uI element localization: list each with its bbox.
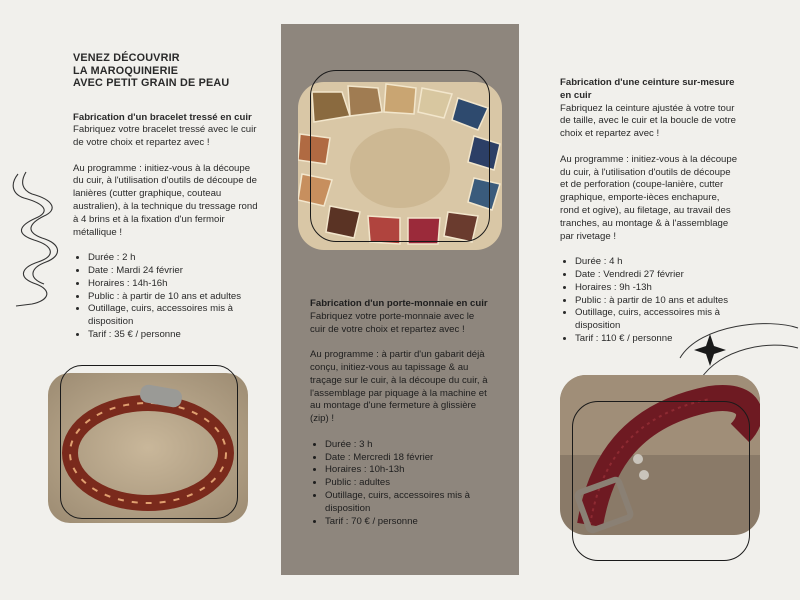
bracelet-program: Au programme : initiez-vous à la découpe du cuir, à l'utilisation d'outils de découpe de lanières (cutter graphique, couteau australien), à la technique du tressage rond à 4 brins et à la fixation d'un fermoir métallique ! [73,162,258,238]
bracelet-heading: Fabrication d'un bracelet tressé en cuir [73,111,252,123]
belt-photo-frame [572,401,750,561]
brochure-title: VENEZ DÉCOUVRIR LA MAROQUINERIE AVEC PETIT GRAIN DE PEAU [73,52,230,89]
detail-equipment: • Outillage, cuirs, accessoires mis à disposition [325,490,492,516]
detail-audience: • Public : à partir de 10 ans et adultes [88,291,258,304]
bracelet-details-list [73,252,258,342]
middle-column [310,298,492,528]
detail-equipment: • Outillage, cuirs, accessoires mis à disposition [575,307,740,333]
belt-heading: Fabrication d'une ceinture sur-mesure en cuir [560,77,735,101]
detail-price: • Tarif : 35 € / personne [88,329,258,342]
left-column [73,52,258,342]
purses-photo-frame [310,70,490,242]
detail-audience: • Public : à partir de 10 ans et adultes [575,295,740,308]
detail-audience: • Public : adultes [325,477,492,490]
detail-hours: • Horaires : 10h-13h [325,464,492,477]
belt-intro: Fabriquez la ceinture ajustée à votre tour de taille, avec le cuir et la boucle de votre choix et repartez avec ! [560,102,736,140]
right-column [560,77,740,346]
bracelet-intro: Fabriquez votre bracelet tressé avec le cuir de votre choix et repartez avec ! [73,124,257,149]
detail-price: • Tarif : 110 € / personne [575,333,740,346]
belt-program: Au programme : initiez-vous à la découpe du cuir, à l'utilisation d'outils de découpe et de perforation (coupe-lanière, cutter graphique, emporte-ièces enchapure, rond et ogive), au filetage, au travail des tranches, au montage & à l'assemblage par rivetage ! [560,153,738,242]
detail-date: • Date : Mercredi 18 février [325,452,492,465]
belt-details-list [560,256,740,346]
purse-details-list [310,439,492,529]
detail-date: • Date : Mardi 24 février [88,265,258,278]
detail-date: • Date : Vendredi 27 février [575,269,740,282]
detail-duration: • Durée : 3 h [325,439,492,452]
detail-duration: • Durée : 4 h [575,256,740,269]
purse-program: Au programme : à partir d'un gabarit déjà conçu, initiez-vous au tapissage & au traçage sur le cuir, à la découpe du cuir, à l'assemblage par piquage à la machine et au montage d'une fermeture à glissière (zip) ! [310,349,488,425]
purse-heading: Fabrication d'un porte-monnaie en cuir [310,298,488,309]
wavy-line-decoration [6,170,68,310]
detail-equipment: • Outillage, cuirs, accessoires mis à disposition [88,303,258,329]
detail-price: • Tarif : 70 € / personne [325,516,492,529]
detail-duration: • Durée : 2 h [88,252,258,265]
detail-hours: • Horaires : 9h -13h [575,282,740,295]
purse-intro: Fabriquez votre porte-monnaie avec le cuir de votre choix et repartez avec ! [310,310,475,335]
detail-hours: • Horaires : 14h-16h [88,278,258,291]
bracelet-photo-frame [60,365,238,519]
